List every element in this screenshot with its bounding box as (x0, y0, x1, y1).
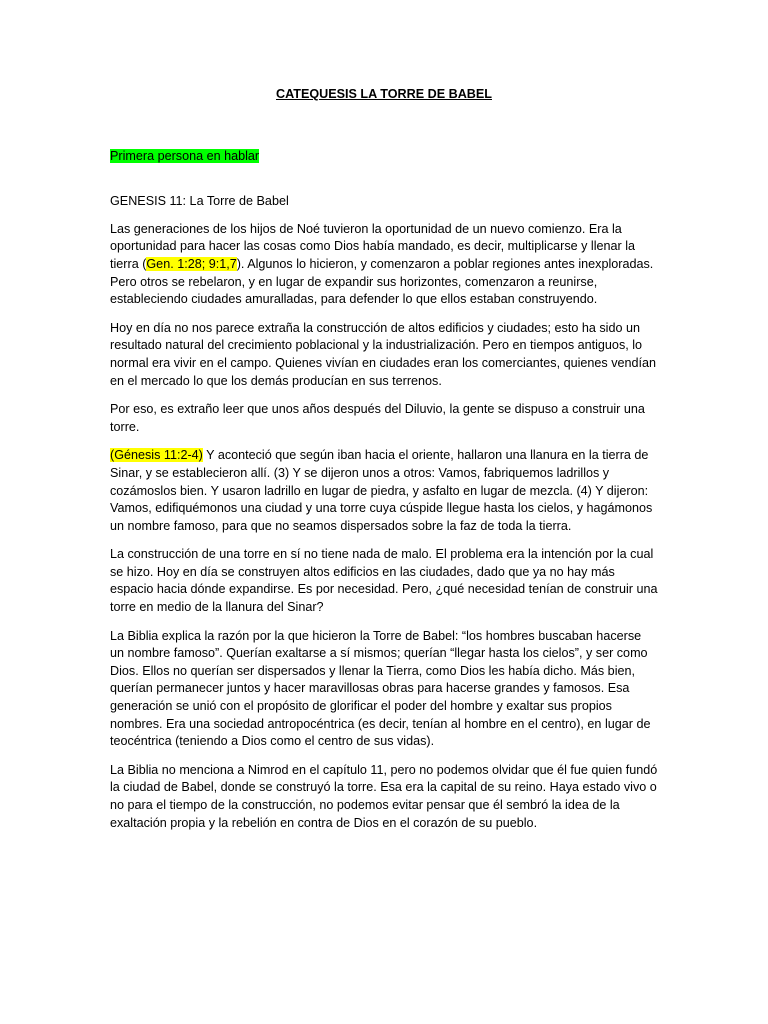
paragraph-7: La Biblia no menciona a Nimrod en el capítulo 11, pero no podemos olvidar que él fue quien fundó la ciudad de Babel, donde se construyó la torre. Esa era la capital de su reino. Haya estado vivo o no para el tiempo de la construcción, no podemos evitar pensar que él sembró la idea de la exaltación propia y la rebelión en contra de Dios en el corazón de su pueblo. (110, 762, 658, 830)
speaker-label-container (110, 148, 658, 166)
section-heading: GENESIS 11: La Torre de Babel (110, 194, 289, 209)
scripture-reference-gen: Gen. 1:28; 9:1,7 (146, 256, 237, 271)
paragraph-1-text-b: ). Algunos lo hicieron, y comenzaron a poblar regiones antes inexploradas. Pero otros se rebelaron, y en lugar de expandir sus horizontes, comenzaron a reunirse, estableciendo ciudades amuralladas, para defender lo que ellos estaban construyendo. (110, 256, 654, 307)
document-page (110, 86, 658, 843)
scripture-reference-genesis: (Génesis 11:2-4) (110, 448, 203, 463)
scripture-quote: Y aconteció que según iban hacia el oriente, hallaron una llanura en la tierra de Sinar, y se establecieron allí. (3) Y se dijeron unos a otros: Vamos, fabriquemos ladrillos y cozámoslos bien. Y usaron ladrillo en lugar de piedra, y asfalto en lugar de mezcla. (4) Y dijeron: Vamos, edifiquémonos una ciudad y una torre cuya cúspide llegue hasta los cielos, y hagámonos un nombre famoso, para que no seamos dispersados sobre la faz de toda la tierra. (110, 448, 653, 533)
document-title: CATEQUESIS LA TORRE DE BABEL (276, 87, 492, 101)
paragraph-1 (110, 221, 658, 309)
paragraph-1-text-a: Las generaciones de los hijos de Noé tuvieron la oportunidad de un nuevo comienzo. Era la oportunidad para hacer las cosas como Dios había mandado, es decir, multiplicarse y llenar la tierra ( (110, 221, 636, 271)
paragraph-6: La Biblia explica la razón por la que hicieron la Torre de Babel: “los hombres buscaban hacerse un nombre famoso”. Querían exaltarse a sí mismos; querían “llegar hasta los cielos”, y ser como Dios. Ellos no querían ser dispersados y llenar la Tierra, como Dios les había dicho. Más bien, querían permanecer juntos y hacer maravillosas obras para hacerse grandes y famosos. Esa generación se unió con el propósito de glorificar el poder del hombre y exaltar sus propios nombres. Era una sociedad antropocéntrica (es decir, tenían al hombre en el centro), en lugar de teocéntrica (teniendo a Dios como el centro de sus vidas). (110, 628, 651, 749)
paragraph-3: Por eso, es extraño leer que unos años después del Diluvio, la gente se dispuso a construir una torre. (110, 402, 645, 434)
paragraph-2: Hoy en día no nos parece extraña la construcción de altos edificios y ciudades; esto ha sido un resultado natural del crecimiento poblacional y la industrialización. Pero en tiempos antiguos, lo normal era vivir en el campo. Quienes vivían en ciudades eran los comerciantes, quienes vendían en el mercado lo que los demás producían en sus terrenos. (110, 320, 657, 388)
paragraph-4 (110, 447, 658, 535)
speaker-label: Primera persona en hablar (110, 148, 260, 163)
paragraph-5: La construcción de una torre en sí no tiene nada de malo. El problema era la intención por la cual se hizo. Hoy en día se construyen altos edificios en las ciudades, dado que ya no hay más espacio hacia dónde expandirse. Es por necesidad. Pero, ¿qué necesidad tenían de construir una torre en medio de la llanura del Sinar? (110, 547, 658, 615)
